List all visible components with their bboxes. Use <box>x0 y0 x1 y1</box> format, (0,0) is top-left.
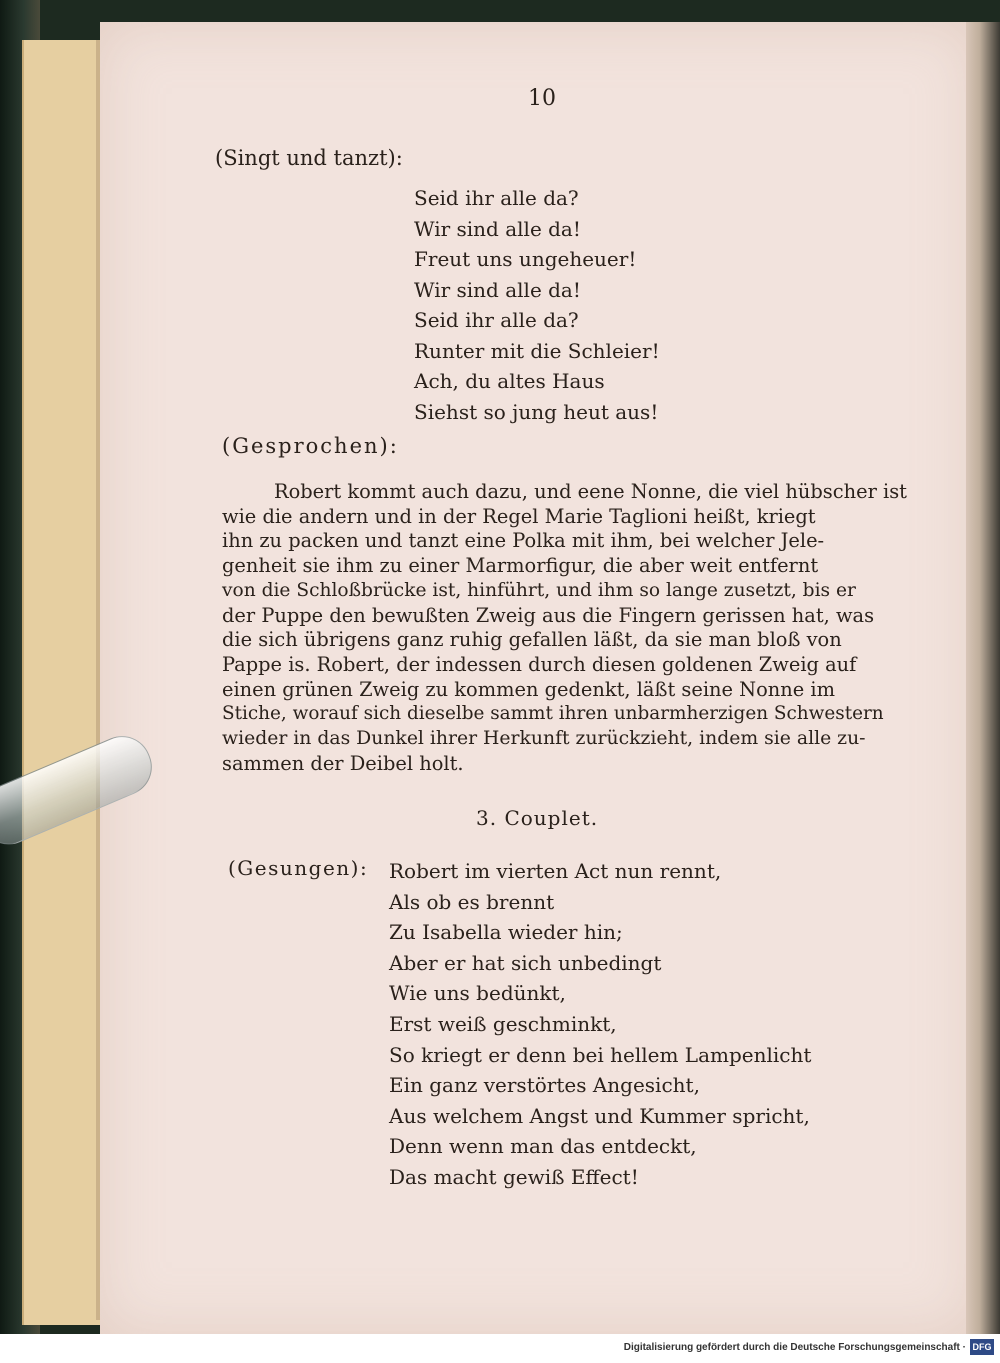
couplet-heading: 3. Couplet. <box>476 806 599 830</box>
prose-line: wieder in das Dunkel ihrer Herkunft zurückzieht, indem sie alle zu- <box>222 728 866 750</box>
verse-line: Robert im vierten Act nun rennt, <box>389 859 722 883</box>
verse-line: Das macht gewiß Effect! <box>389 1164 639 1189</box>
stage-direction-sung: (Gesungen): <box>228 856 369 880</box>
verse-line: Freut uns ungeheuer! <box>414 247 637 271</box>
verse-line: Erst weiß geschminkt, <box>389 1011 617 1036</box>
prose-line: Stiche, worauf sich dieselbe sammt ihren unbarmherzigen Schwestern <box>222 703 884 725</box>
prose-line: genheit sie ihm zu einer Marmorfigur, die aber weit entfernt <box>222 554 819 578</box>
stage-direction-sung-danced: (Singt und tanzt): <box>215 146 403 170</box>
prose-line: wie die andern und in der Regel Marie Taglioni heißt, kriegt <box>222 504 816 528</box>
verse-line: Seid ihr alle da? <box>414 186 579 210</box>
verse-line: Als ob es brennt <box>389 889 555 914</box>
verse-line: So kriegt er denn bei hellem Lampenlicht <box>389 1042 812 1067</box>
verse-line: Aber er hat sich unbedingt <box>389 950 662 975</box>
prose-line: die sich übrigens ganz ruhig gefallen läßt, da sie man bloß von <box>222 628 842 652</box>
verse-line: Aus welchem Angst und Kummer spricht, <box>389 1103 810 1128</box>
page-number: 10 <box>528 86 556 111</box>
prose-paragraph <box>222 480 907 776</box>
verse-line: Wir sind alle da! <box>414 216 581 241</box>
verse-line: Siehst so jung heut aus! <box>414 399 659 424</box>
verse-line: Zu Isabella wieder hin; <box>389 920 623 945</box>
prose-line: einen grünen Zweig zu kommen gedenkt, läßt seine Nonne im <box>222 677 836 701</box>
verse-line: Wir sind alle da! <box>414 277 581 302</box>
verse-two <box>389 856 811 1193</box>
prose-line: Robert kommt auch dazu, und eene Nonne, die viel hübscher ist <box>274 480 907 503</box>
digitization-footer <box>0 1334 1000 1363</box>
verse-line: Runter mit die Schleier! <box>414 338 660 363</box>
prose-line: sammen der Deibel holt. <box>222 751 464 775</box>
verse-line: Ach, du altes Haus <box>414 369 605 393</box>
prose-line: der Puppe den bewußten Zweig aus die Fingern gerissen hat, was <box>222 603 875 627</box>
prose-line: ihn zu packen und tanzt eine Polka mit ihm, bei welcher Jele- <box>222 529 825 553</box>
verse-one <box>414 183 660 427</box>
verse-line: Seid ihr alle da? <box>414 308 579 332</box>
prose-line: Pappe is. Robert, der indessen durch diesen goldenen Zweig auf <box>222 652 857 676</box>
dfg-logo: DFG <box>970 1339 994 1355</box>
page-right-edge <box>966 22 1000 1334</box>
verse-line: Wie uns bedünkt, <box>389 981 566 1006</box>
verse-line: Denn wenn man das entdeckt, <box>389 1134 697 1159</box>
prose-line: von die Schloßbrücke ist, hinführt, und ihm so lange zusetzt, bis er <box>222 579 856 601</box>
footer-credit-text: Digitalisierung gefördert durch die Deutsche Forschungsgemeinschaft · <box>623 1342 966 1353</box>
verse-line: Ein ganz verstörtes Angesicht, <box>389 1073 700 1098</box>
stage-direction-spoken: (Gesprochen): <box>222 434 399 458</box>
